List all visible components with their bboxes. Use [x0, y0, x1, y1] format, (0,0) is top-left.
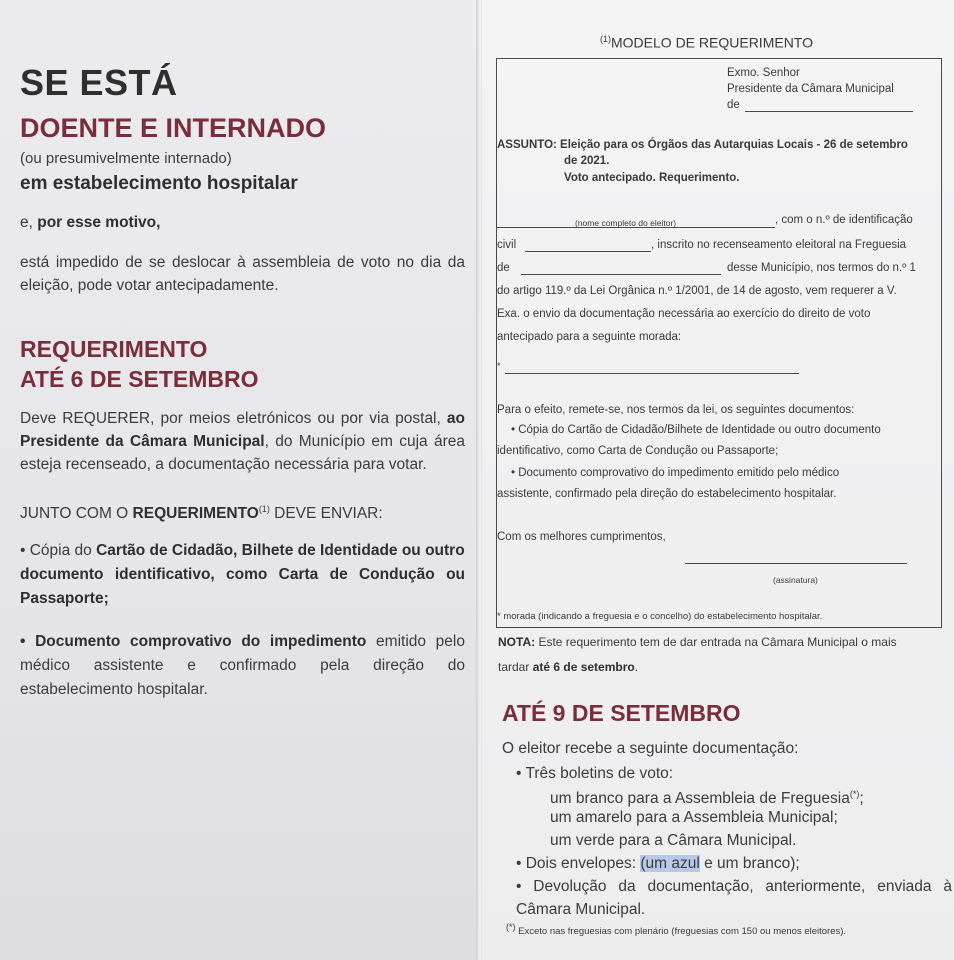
- bullet-impedimento-line3: estabelecimento hospitalar.: [20, 681, 208, 698]
- freguesia-field[interactable]: [521, 274, 721, 275]
- civil-id-field[interactable]: [525, 251, 651, 252]
- doc2-line1: • Documento comprovativo do impedimento emitido pelo médico: [511, 467, 840, 479]
- exa-text: Exa. o envio da documentação necessária ao exercício do direito de voto: [497, 308, 871, 320]
- civil-label: civil: [497, 239, 517, 251]
- boletim-verde: um verde para a Câmara Municipal.: [550, 832, 797, 849]
- morada-note: * morada (indicando a freguesia e o concelho) do estabelecimento hospitalar.: [497, 611, 823, 622]
- presidente-label: Presidente da Câmara Municipal: [727, 83, 894, 95]
- municipio-field[interactable]: [745, 111, 913, 112]
- ate9-heading: ATÉ 9 DE SETEMBRO: [502, 700, 741, 726]
- de-label: de: [727, 99, 740, 111]
- right-page: [482, 0, 954, 960]
- tres-boletins: • Três boletins de voto:: [516, 765, 674, 782]
- assunto-line1: ASSUNTO: Eleição para os Órgãos das Autarquias Locais - 26 de setembro: [497, 139, 908, 151]
- assunto-line3: Voto antecipado. Requerimento.: [564, 172, 740, 184]
- title-hospital: em estabelecimento hospitalar: [20, 173, 298, 194]
- deve-line1: Deve REQUERER, por meios eletrónicos ou por via postal, ao: [20, 410, 465, 427]
- devolucao-line2: Câmara Municipal.: [516, 901, 646, 918]
- motivo-text: e, por esse motivo,: [20, 214, 161, 231]
- junto-heading: JUNTO COM O REQUERIMENTO$^{(1)}$ DEVE ENVIAR:: [20, 504, 383, 523]
- assinatura-field[interactable]: [685, 563, 907, 564]
- title-doente: DOENTE E INTERNADO: [20, 113, 327, 143]
- bullet-cartao-line1: • Cópia do Cartão de Cidadão, Bilhete de Identidade ou outro: [20, 542, 465, 559]
- dois-envelopes: • Dois envelopes: (um azul e um branco);: [516, 855, 800, 872]
- impedido-line1: está impedido de se deslocar à assembleia de voto no dia da: [20, 254, 465, 271]
- excepto-note: (*) Exceto nas freguesias com plenário (freguesias com 150 ou menos eleitores).: [506, 922, 847, 938]
- antecipado-text: antecipado para a seguinte morada:: [497, 331, 682, 343]
- req-deadline: ATÉ 6 DE SETEMBRO: [20, 366, 259, 392]
- com-o-text: , com o n.º de identificação: [775, 214, 913, 226]
- bullet-cartao-line3: Passaporte;: [20, 590, 109, 607]
- title-se-esta: SE ESTÁ: [20, 62, 178, 103]
- deve-line2: Presidente da Câmara Municipal, do Município em cuja área: [20, 433, 466, 450]
- assunto-line2: de 2021.: [564, 155, 610, 167]
- requerimento-form: [496, 58, 942, 628]
- req-heading: REQUERIMENTO: [20, 336, 208, 362]
- devolucao-line1: • Devolução da documentação, anteriormente, enviada à: [516, 878, 952, 895]
- nome-hint: (nome completo do eleitor): [575, 218, 677, 228]
- de-freguesia-label: de: [497, 262, 510, 274]
- boletim-branco: um branco para a Assembleia de Freguesia(*);: [550, 789, 864, 808]
- artigo-text: do artigo 119.º da Lei Orgânica n.º 1/2001, de 14 de agosto, vem requerer a V.: [497, 285, 897, 297]
- assinatura-label: (assinatura): [773, 575, 818, 585]
- para-efeito-text: Para o efeito, remete-se, nos termos da lei, os seguintes documentos:: [497, 404, 855, 416]
- bullet-cartao-line2: documento identificativo, como Carta de Condução ou: [20, 566, 465, 583]
- doc2-line2: assistente, confirmado pela direção do estabelecimento hospitalar.: [497, 488, 837, 500]
- model-title: $^{(1)}$MODELO DE REQUERIMENTO: [600, 34, 813, 51]
- nota-line1: NOTA: Este requerimento tem de dar entrada na Câmara Municipal o mais: [498, 635, 897, 649]
- impedido-line2: eleição, pode votar antecipadamente.: [20, 277, 279, 294]
- bullet-impedimento-line2: médico assistente e confirmado pela direção do: [20, 657, 465, 674]
- bullet-impedimento-line1: • Documento comprovativo do impedimento emitido pelo: [20, 633, 465, 650]
- morada-field[interactable]: [505, 373, 799, 374]
- doc1-line2: identificativo, como Carta de Condução ou Passaporte;: [497, 445, 779, 457]
- doc1-line1: • Cópia do Cartão de Cidadão/Bilhete de Identidade ou outro documento: [511, 424, 881, 436]
- inscrito-text: , inscrito no recenseamento eleitoral na Freguesia: [651, 239, 907, 251]
- exmo-label: Exmo. Senhor: [727, 67, 800, 79]
- deve-line3: esteja recenseado, a documentação necessária para votar.: [20, 456, 427, 473]
- nota-line2: tardar até 6 de setembro.: [498, 660, 639, 674]
- boletim-amarelo: um amarelo para a Assembleia Municipal;: [550, 809, 838, 826]
- cumprimentos-text: Com os melhores cumprimentos,: [497, 531, 666, 543]
- title-note: (ou presumivelmente internado): [20, 150, 232, 167]
- recebe-text: O eleitor recebe a seguinte documentação:: [502, 740, 799, 757]
- desse-text: desse Município, nos termos do n.º 1: [727, 262, 916, 274]
- asterisk-mark: *: [497, 361, 501, 371]
